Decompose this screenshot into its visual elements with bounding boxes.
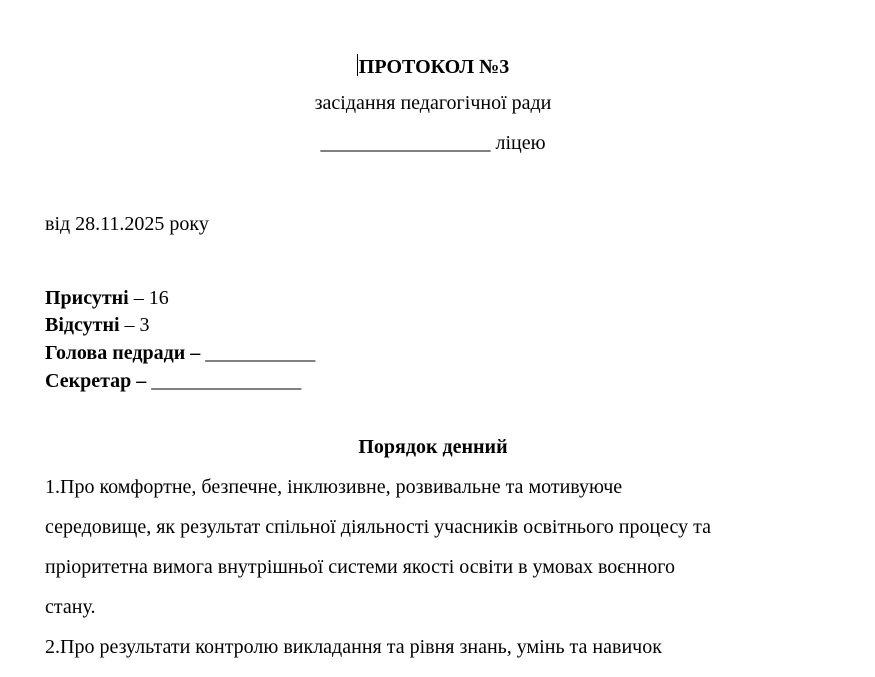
absent-label: Відсутні — [45, 314, 120, 336]
protocol-title — [0, 54, 866, 77]
protocol-title-text: ПРОТОКОЛ №3 — [358, 56, 510, 78]
secretary-value: _______________ — [146, 370, 302, 392]
agenda-line: 2.Про результати контролю викладання та рівня знань, умінь та навичок — [45, 636, 662, 658]
school-line: _________________ ліцею — [320, 132, 546, 154]
secretary-line — [45, 371, 301, 391]
absent-line — [45, 315, 150, 335]
present-line — [45, 288, 169, 308]
agenda-line: 1.Про комфортне, безпечне, інклюзивне, розвивальне та мотивуюче — [45, 476, 623, 498]
date-line: від 28.11.2025 року — [45, 213, 209, 235]
secretary-label: Секретар – — [45, 370, 147, 392]
agenda-line: пріоритетна вимога внутрішньої системи якості освіти в умовах воєнного — [45, 556, 675, 578]
protocol-subtitle: засідання педагогічної ради — [314, 92, 552, 114]
present-label: Присутні — [45, 287, 129, 309]
agenda-line: стану. — [45, 596, 96, 618]
present-value: – 16 — [128, 287, 169, 309]
chair-value: ___________ — [200, 342, 316, 364]
absent-value: – 3 — [119, 314, 150, 336]
text-cursor — [357, 54, 358, 76]
chair-label: Голова педради – — [45, 342, 201, 364]
chair-line — [45, 343, 315, 363]
agenda-line: середовище, як результат спільної діяльності учасників освітнього процесу та — [45, 516, 712, 538]
agenda-heading: Порядок денний — [358, 436, 508, 458]
